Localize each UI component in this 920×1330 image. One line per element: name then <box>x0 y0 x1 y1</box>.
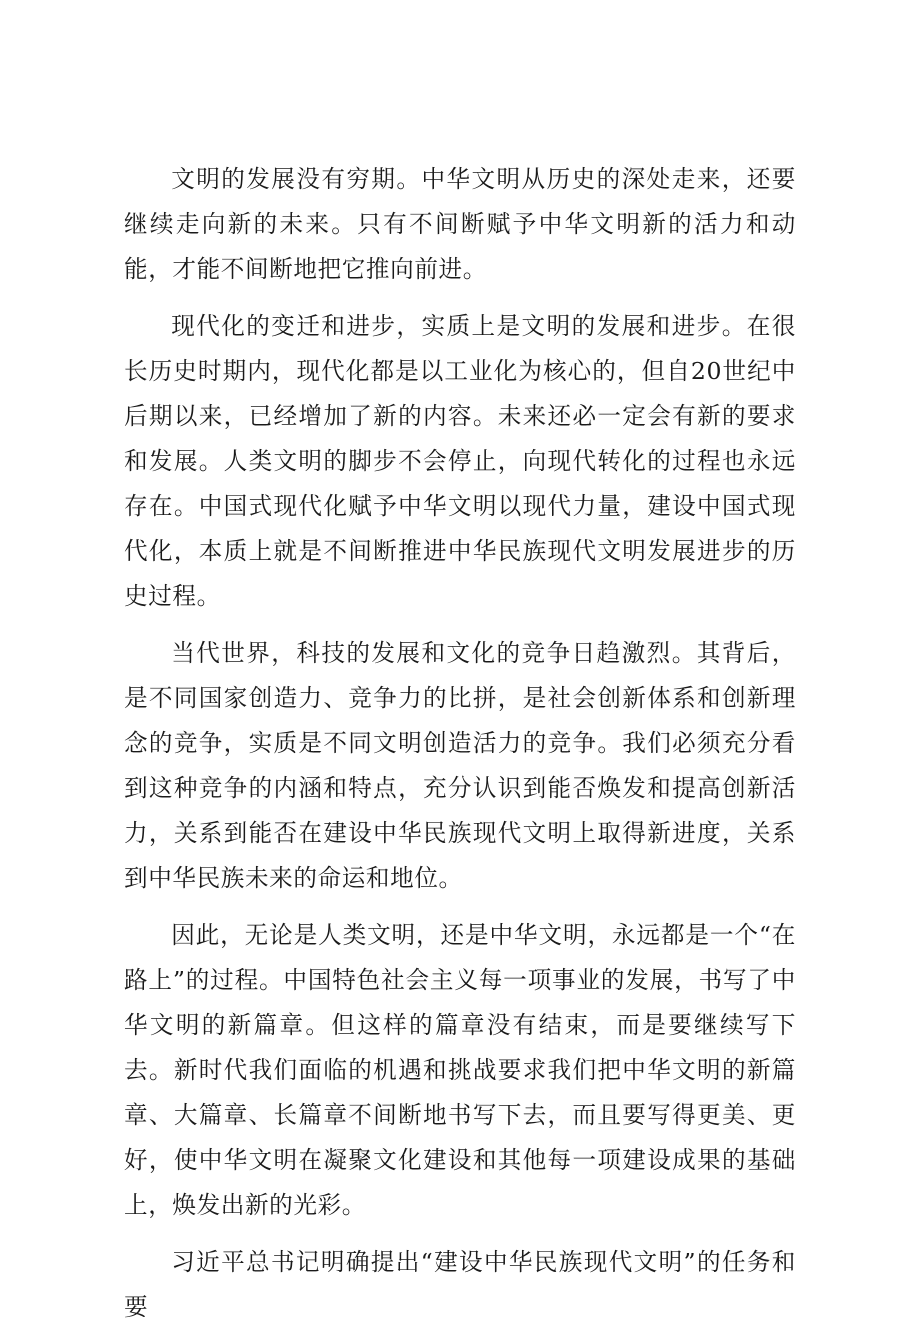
paragraph-3: 当代世界，科技的发展和文化的竞争日趋激烈。其背后，是不同国家创造力、竞争力的比拼，是社会创新体系和创新理念的竞争，实质是不同文明创造活力的竞争。我们必须充分看到这种竞争的内涵和特点，充分认识到能否焕发和提高创新活力，关系到能否在建设中华民族现代文明上取得新进度，关系到中华民族未来的命运和地位。 <box>124 639 796 892</box>
paragraph-4: 因此，无论是人类文明，还是中华文明，永远都是一个“在路上”的过程。中国特色社会主义每一项事业的发展，书写了中华文明的新篇章。但这样的篇章没有结束，而是要继续写下去。新时代我们面临的机遇和挑战要求我们把中华文明的新篇章、大篇章、长篇章不间断地书写下去，而且要写得更美、更好，使中华文明在凝聚文化建设和其他每一项建设成果的基础上，焕发出新的光彩。 <box>124 921 796 1219</box>
paragraph-1: 文明的发展没有穷期。中华文明从历史的深处走来，还要继续走向新的未来。只有不间断赋予中华文明新的活力和动能，才能不间断地把它推向前进。 <box>124 165 796 283</box>
document-body <box>124 157 796 1330</box>
paragraph-2: 现代化的变迁和进步，实质上是文明的发展和进步。在很长历史时期内，现代化都是以工业化为核心的，但自20世纪中后期以来，已经增加了新的内容。未来还必一定会有新的要求和发展。人类文明的脚步不会停止，向现代转化的过程也永远存在。中国式现代化赋予中华文明以现代力量，建设中国式现代化，本质上就是不间断推进中华民族现代文明发展进步的历史过程。 <box>124 312 796 610</box>
paragraph-5: 习近平总书记明确提出“建设中华民族现代文明”的任务和要 <box>124 1248 796 1321</box>
